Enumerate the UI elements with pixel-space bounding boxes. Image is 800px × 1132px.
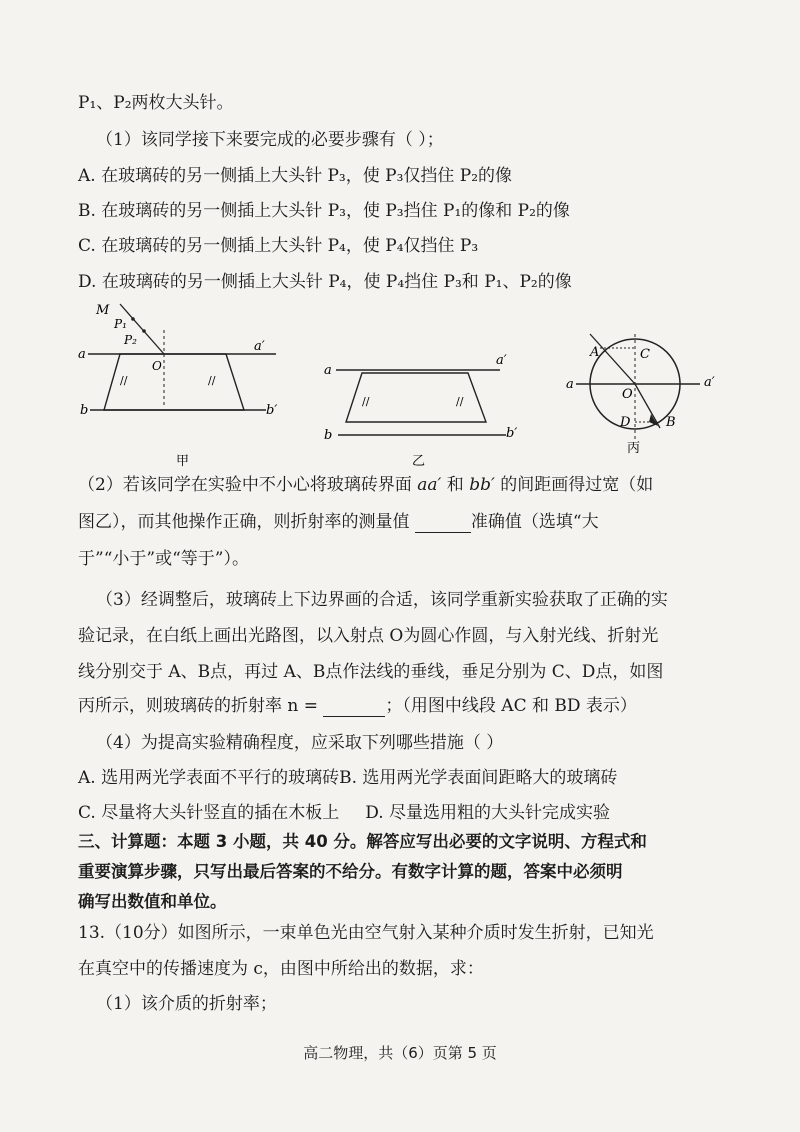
yi-caption: 乙 (412, 454, 426, 469)
yi-label-b: b (324, 428, 333, 443)
figure-yi (320, 340, 530, 475)
bing-label-b: B (666, 415, 676, 430)
q12-option-d: D. 在玻璃砖的另一侧插上大头针 P₄，使 P₄挡住 P₃和 P₁、P₂的像 (78, 272, 572, 292)
bing-label-o: O (622, 387, 633, 402)
q12-sub3-line4: 丙所示，则玻璃砖的折射率 n = ；（用图中线段 AC 和 BD 表示） (78, 696, 637, 716)
bing-caption: 丙 (627, 441, 641, 456)
page-footer: 高二物理，共（6）页第 5 页 (303, 1044, 497, 1062)
q13-line2: 在真空中的传播速度为 c，由图中所给出的数据，求： (78, 959, 484, 979)
svg-text://: // (208, 374, 216, 387)
q12-intro: P₁、P₂两枚大头针。 (78, 93, 234, 113)
jia-label-p2: P₂ (124, 333, 137, 347)
q12-sub1-stem: （1）该同学接下来要完成的必要步骤有（ ）； (96, 130, 444, 150)
q12-option-c: C. 在玻璃砖的另一侧插上大头针 P₄，使 P₄仅挡住 P₃ (78, 236, 479, 256)
q12-sub3-line3: 线分别交于 A、B点，再过 A、B点作法线的垂线，垂足分别为 C、D点，如图 (78, 662, 664, 682)
bing-label-a-prime: a′ (704, 375, 715, 390)
svg-text://: // (362, 395, 370, 408)
yi-label-b-prime: b′ (506, 426, 518, 441)
bing-label-d: D (620, 415, 631, 430)
q13-sub1: （1）该介质的折射率； (96, 994, 277, 1014)
jia-label-a: a (78, 347, 86, 362)
q12-option-b: B. 在玻璃砖的另一侧插上大头针 P₃，使 P₃挡住 P₁的像和 P₂的像 (78, 201, 570, 221)
answer-blank-2[interactable] (415, 516, 471, 533)
jia-label-b-prime: b′ (266, 403, 278, 418)
q12-sub3-line1: （3）经调整后，玻璃砖上下边界画的合适，该同学重新实验获取了正确的实 (96, 590, 668, 610)
yi-label-a-prime: a′ (496, 353, 507, 368)
yi-label-a: a (324, 363, 332, 378)
svg-text://: // (120, 374, 128, 387)
answer-blank-3[interactable] (323, 700, 385, 717)
q12-sub4-options-ab: A. 选用两光学表面不平行的玻璃砖B. 选用两光学表面间距略大的玻璃砖 (78, 768, 618, 788)
bing-label-a: A (590, 345, 600, 360)
jia-caption: 甲 (176, 454, 190, 469)
svg-text://: // (456, 395, 464, 408)
q12-sub2-line2: 图乙），而其他操作正确，则折射率的测量值 准确值（选填“大 (78, 512, 599, 532)
jia-label-o: O (152, 359, 162, 373)
q12-sub2-line1: （2）若该同学在实验中不小心将玻璃砖界面 aa′ 和 bb′ 的间距画得过宽（如 (78, 475, 654, 495)
jia-label-a-prime: a′ (254, 339, 265, 354)
jia-label-b: b (80, 403, 89, 418)
jia-label-m: M (96, 303, 110, 318)
section3-heading-line2: 重要演算步骤，只写出最后答案的不给分。有数字计算的题，答案中必须明 (78, 862, 623, 881)
jia-label-p1: P₁ (114, 317, 127, 331)
figure-bing (560, 328, 730, 456)
q12-sub2-line3: 于”“小于”或“等于”）。 (78, 549, 249, 569)
bing-label-a-axis: a (566, 377, 574, 392)
q12-option-a: A. 在玻璃砖的另一侧插上大头针 P₃，使 P₃仅挡住 P₂的像 (78, 166, 513, 186)
section3-heading-line3: 确写出数值和单位。 (78, 892, 227, 911)
q12-sub3-line2: 验记录，在白纸上画出光路图，以入射点 O为圆心作圆，与入射光线、折射光 (78, 626, 659, 646)
figure-jia (76, 300, 296, 475)
q12-sub4-stem: （4）为提高实验精确程度，应采取下列哪些措施（ ） (96, 733, 504, 753)
section3-heading-line1: 三、计算题：本题 3 小题，共 40 分。解答应写出必要的文字说明、方程式和 (78, 832, 647, 851)
q13-line1: 13.（10分）如图所示，一束单色光由空气射入某种介质时发生折射，已知光 (78, 923, 654, 943)
bing-label-c: C (640, 347, 650, 362)
q12-sub4-options-cd: C. 尽量将大头针竖直的插在木板上 D. 尽量选用粗的大头针完成实验 (78, 803, 611, 823)
